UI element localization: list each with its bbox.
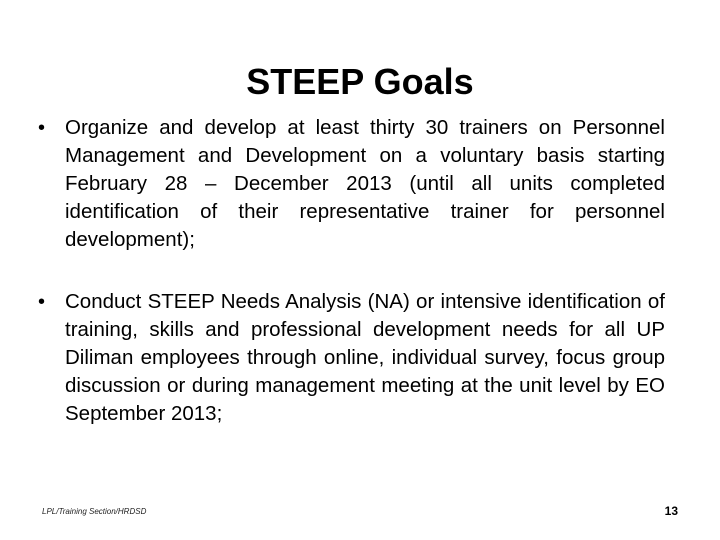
footer-source: LPL/Training Section/HRDSD [42, 507, 147, 516]
bullet-list [38, 114, 665, 462]
bullet-text: Conduct STEEP Needs Analysis (NA) or intensive identification of training, skills and professional development needs for all UP Diliman employees through online, individual survey, focus group discussion or during management meeting at the unit level by EO September 2013; [65, 290, 665, 425]
bullet-dot-icon: • [38, 117, 46, 139]
page-number: 13 [664, 504, 678, 518]
bullet-dot-icon: • [38, 291, 46, 313]
bullet-item [38, 114, 665, 254]
bullet-item [38, 288, 665, 428]
bullet-text: Organize and develop at least thirty 30 trainers on Personnel Management and Development on a voluntary basis starting February 28 – December 2013 (until all units completed identification of their representative trainer for personnel development); [65, 116, 665, 251]
slide-title: STEEP Goals [246, 61, 474, 102]
